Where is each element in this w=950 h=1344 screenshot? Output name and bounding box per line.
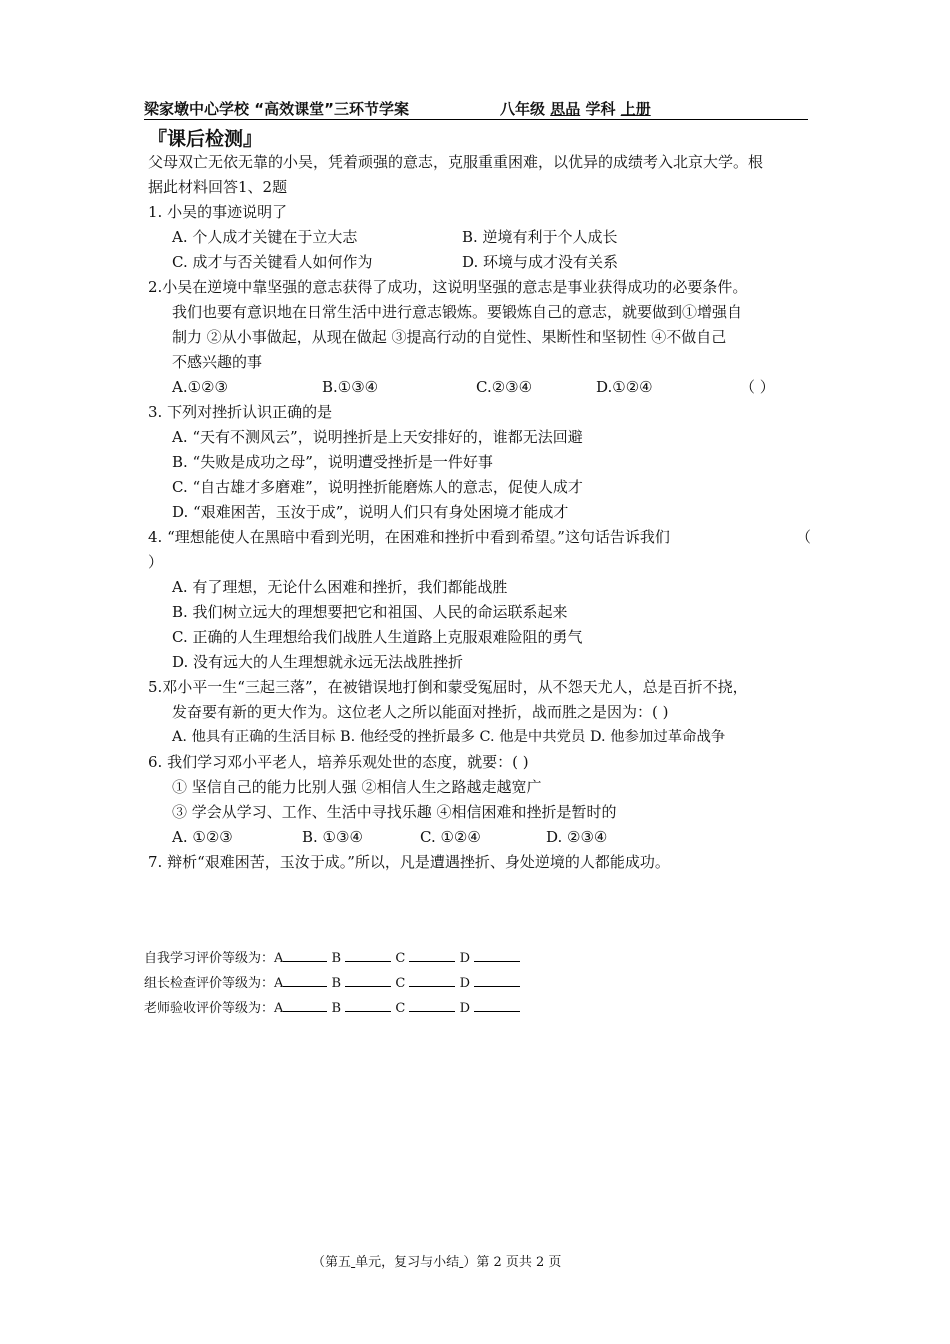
grade-blank[interactable] bbox=[409, 1011, 455, 1012]
grade-blank[interactable] bbox=[345, 1011, 391, 1012]
header-rule bbox=[144, 119, 808, 120]
q2-option-a: A.①②③ bbox=[172, 378, 228, 396]
answer-paren-open: （ bbox=[796, 528, 812, 546]
grade-blank[interactable] bbox=[283, 1011, 327, 1012]
question-3: 3. 下列对挫折认识正确的是 bbox=[148, 403, 333, 421]
q6-item-3-4: ③ 学会从学习、工作、生活中寻找乐趣 ④相信困难和挫折是暂时的 bbox=[172, 803, 617, 821]
grade-letter: A bbox=[274, 976, 284, 991]
grade-blank[interactable] bbox=[474, 986, 520, 987]
grade-letter: A bbox=[274, 951, 284, 966]
question-4: 4. “理想能使人在黑暗中看到光明，在困难和挫折中看到希望。”这句话告诉我们 bbox=[148, 528, 670, 546]
q2-option-c: C.②③④ bbox=[476, 378, 533, 396]
volume-value: 上册 bbox=[620, 100, 651, 118]
question-5-cont: 发奋要有新的更大作为。这位老人之所以能面对挫折，战而胜之是因为：( ) bbox=[172, 703, 669, 721]
question-7: 7. 辩析“艰难困苦，玉汝于成。”所以，凡是遭遇挫折、身处逆境的人都能成功。 bbox=[148, 853, 670, 871]
school-title: 梁家墩中心学校 “高效课堂”三环节学案 bbox=[144, 100, 409, 118]
q4-option-d: D. 没有远大的人生理想就永远无法战胜挫折 bbox=[172, 653, 464, 671]
grade-letter: A bbox=[274, 1001, 284, 1016]
grade-blank[interactable] bbox=[474, 1011, 520, 1012]
grade-label: 八年级 bbox=[500, 100, 551, 118]
q1-option-b: B. 逆境有利于个人成长 bbox=[462, 228, 618, 246]
intro-line: 父母双亡无依无靠的小吴，凭着顽强的意志，克服重重困难，以优异的成绩考入北京大学。根 bbox=[148, 153, 764, 171]
section-title: 『课后检测』 bbox=[148, 128, 263, 150]
q3-option-b: B. “失败是成功之母”，说明遭受挫折是一件好事 bbox=[172, 453, 493, 471]
grade-letter: C bbox=[395, 976, 406, 991]
q1-option-d: D. 环境与成才没有关系 bbox=[462, 253, 619, 271]
q4-option-c: C. 正确的人生理想给我们战胜人生道路上克服艰难险阻的勇气 bbox=[172, 628, 583, 646]
evaluation-label: 老师验收评价等级为： bbox=[144, 1001, 275, 1016]
grade-blank[interactable] bbox=[474, 961, 520, 962]
q1-option-a: A. 个人成才关键在于立大志 bbox=[172, 228, 358, 246]
subject-label: 学科 bbox=[580, 100, 621, 118]
q3-option-c: C. “自古雄才多磨难”，说明挫折能磨炼人的意志，促使人成才 bbox=[172, 478, 583, 496]
intro-line: 据此材料回答1、2题 bbox=[148, 178, 288, 196]
evaluation-label: 自我学习评价等级为： bbox=[144, 951, 275, 966]
question-2-cont: 我们也要有意识地在日常生活中进行意志锻炼。要锻炼自己的意志，就要做到①增强自 bbox=[172, 303, 743, 321]
q3-option-a: A. “天有不测风云”，说明挫折是上天安排好的，谁都无法回避 bbox=[172, 428, 583, 446]
question-5: 5.邓小平一生“三起三落”，在被错误地打倒和蒙受冤屈时，从不怨天尤人，总是百折不挠， bbox=[148, 678, 748, 696]
grade-letter: D bbox=[459, 1001, 471, 1016]
q6-option-d: D. ②③④ bbox=[546, 828, 608, 846]
evaluation-row bbox=[144, 976, 520, 992]
grade-letter: C bbox=[395, 1001, 406, 1016]
page-footer bbox=[312, 1251, 561, 1270]
grade-letter: D bbox=[459, 951, 471, 966]
grade-blank[interactable] bbox=[345, 961, 391, 962]
q6-option-a: A. ①②③ bbox=[172, 828, 233, 846]
grade-blank[interactable] bbox=[409, 986, 455, 987]
evaluation-row bbox=[144, 1001, 520, 1017]
evaluation-label: 组长检查评价等级为： bbox=[144, 976, 275, 991]
footer-unit: 单元，复习与小结 bbox=[355, 1255, 460, 1270]
question-2-cont: 不感兴趣的事 bbox=[172, 353, 263, 371]
q5-options: A. 他具有正确的生活目标 B. 他经受的挫折最多 C. 他是中共党员 D. 他参加过革命战争 bbox=[172, 729, 726, 745]
q6-option-b: B. ①③④ bbox=[302, 828, 363, 846]
grade-blank[interactable] bbox=[345, 986, 391, 987]
q2-option-b: B.①③④ bbox=[322, 378, 379, 396]
evaluation-row bbox=[144, 951, 520, 967]
course-info bbox=[500, 98, 651, 119]
grade-letter: B bbox=[331, 951, 342, 966]
answer-blank: （ ） bbox=[740, 378, 775, 396]
q4-option-b: B. 我们树立远大的理想要把它和祖国、人民的命运联系起来 bbox=[172, 603, 568, 621]
subject-value: 思品 bbox=[550, 100, 581, 118]
q2-option-d: D.①②④ bbox=[596, 378, 653, 396]
q6-option-c: C. ①②④ bbox=[420, 828, 481, 846]
question-2-cont: 制力 ②从小事做起，从现在做起 ③提高行动的自觉性、果断性和坚韧性 ④不做自己 bbox=[172, 328, 727, 346]
grade-letter: B bbox=[331, 976, 342, 991]
q6-item-1-2: ① 坚信自己的能力比别人强 ②相信人生之路越走越宽广 bbox=[172, 778, 542, 796]
q4-option-a: A. 有了理想，无论什么困难和挫折，我们都能战胜 bbox=[172, 578, 508, 596]
footer-prefix: （第五 bbox=[312, 1255, 352, 1270]
grade-letter: D bbox=[459, 976, 471, 991]
grade-blank[interactable] bbox=[409, 961, 455, 962]
grade-blank[interactable] bbox=[283, 986, 327, 987]
q1-option-c: C. 成才与否关键看人如何作为 bbox=[172, 253, 373, 271]
footer-page: ）第 2 页共 2 页 bbox=[463, 1255, 562, 1270]
question-6: 6. 我们学习邓小平老人，培养乐观处世的态度，就要：( ) bbox=[148, 753, 529, 771]
question-2: 2.小吴在逆境中靠坚强的意志获得了成功，这说明坚强的意志是事业获得成功的必要条件。 bbox=[148, 278, 748, 296]
q3-option-d: D. “艰难困苦，玉汝于成”，说明人们只有身处困境才能成才 bbox=[172, 503, 569, 521]
grade-letter: B bbox=[331, 1001, 342, 1016]
grade-blank[interactable] bbox=[283, 961, 327, 962]
grade-letter: C bbox=[395, 951, 406, 966]
question-1: 1. 小吴的事迹说明了 bbox=[148, 203, 288, 221]
answer-paren-close: ） bbox=[148, 553, 164, 571]
